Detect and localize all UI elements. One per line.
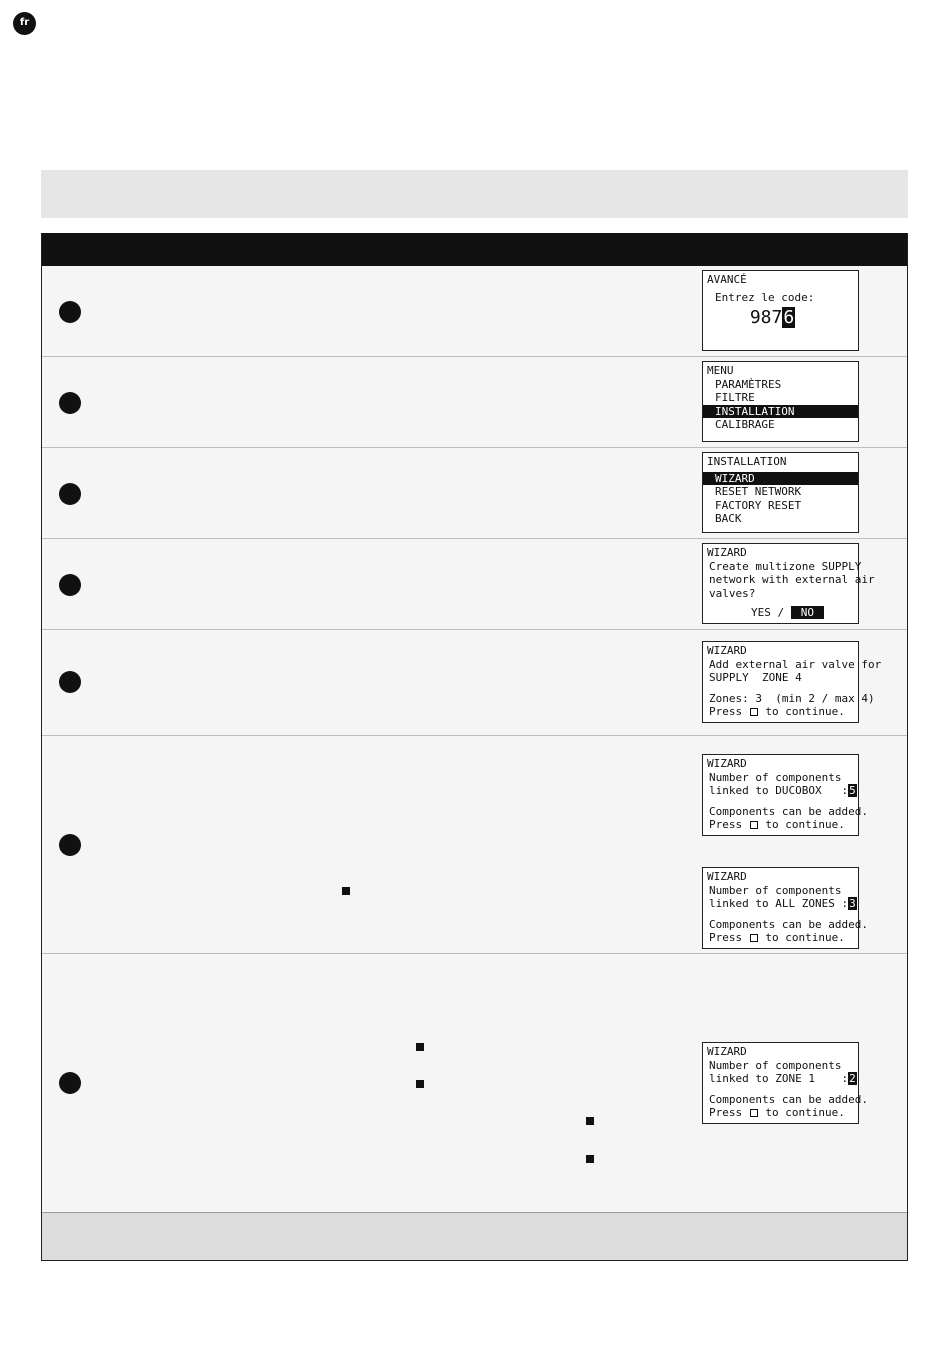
square-button-icon xyxy=(750,708,758,716)
screen-line: linked to ZONE 1 :2 xyxy=(709,1072,856,1086)
screen-line: Create multizone SUPPLY xyxy=(709,559,862,573)
code-display xyxy=(707,307,854,329)
lcd-screen-menu xyxy=(702,361,859,442)
step-bullet xyxy=(59,483,81,505)
screen-line: Components can be added. xyxy=(709,804,868,818)
step-bullet xyxy=(59,1072,81,1094)
screen-line: SUPPLY ZONE 4 xyxy=(709,671,802,685)
lcd-screen-zone-1 xyxy=(702,1042,868,1124)
step-bullet xyxy=(59,834,81,856)
step-bullet xyxy=(59,574,81,596)
lcd-screen-installation xyxy=(702,452,859,533)
lcd-screen-wizard-supply xyxy=(702,543,875,624)
yes-no-choice xyxy=(707,606,854,620)
menu-item: FACTORY RESET xyxy=(715,498,802,512)
table-header xyxy=(42,233,907,266)
square-bullet-icon xyxy=(416,1080,424,1088)
lcd-screen-wizard-valve xyxy=(702,641,882,723)
menu-item: FILTRE xyxy=(715,391,755,405)
section-header-band xyxy=(41,170,908,218)
step-bullet xyxy=(59,671,81,693)
press-text: Press xyxy=(709,1106,743,1120)
menu-item: BACK xyxy=(715,512,742,526)
square-bullet-icon xyxy=(342,887,350,895)
menu-item: PARAMÈTRES xyxy=(715,377,782,391)
screen-title: INSTALLATION xyxy=(707,455,787,468)
press-line xyxy=(707,1106,854,1120)
continue-text: to continue. xyxy=(765,931,845,945)
screen-line: linked to DUCOBOX :5 xyxy=(709,784,856,798)
screen-title: WIZARD xyxy=(707,1045,747,1058)
press-text: Press xyxy=(709,931,743,945)
square-button-icon xyxy=(750,821,758,829)
step-row-2 xyxy=(42,356,907,447)
square-bullet-icon xyxy=(586,1155,594,1163)
screen-title: WIZARD xyxy=(707,644,747,657)
screen-line-text: linked to ZONE 1 xyxy=(709,1072,815,1086)
press-line xyxy=(707,818,854,832)
component-count: 2 xyxy=(849,1072,856,1086)
screen-line: Number of components xyxy=(709,770,842,784)
step-row-1 xyxy=(42,266,907,356)
component-count: 5 xyxy=(849,784,856,798)
screen-line: Add external air valve for xyxy=(709,657,882,671)
menu-item: CALIBRAGE xyxy=(715,418,775,432)
continue-text: to continue. xyxy=(765,1106,845,1120)
continue-text: to continue. xyxy=(765,818,845,832)
screen-title: WIZARD xyxy=(707,757,747,770)
press-text: Press xyxy=(709,705,743,719)
code-digits: 987 xyxy=(749,307,783,329)
lcd-screen-all-zones xyxy=(702,867,868,949)
screen-line: Number of components xyxy=(709,883,842,897)
screen-title: MENU xyxy=(707,364,734,377)
press-text: Press xyxy=(709,818,743,832)
step-row-3 xyxy=(42,447,907,538)
step-row-7 xyxy=(42,953,907,1212)
screen-line: valves? xyxy=(709,586,756,600)
square-button-icon xyxy=(750,934,758,942)
square-bullet-icon xyxy=(586,1117,594,1125)
continue-text: to continue. xyxy=(765,705,845,719)
code-cursor-digit: 6 xyxy=(783,307,795,329)
step-row-6 xyxy=(42,735,907,953)
table-footer xyxy=(42,1212,907,1260)
screen-line: linked to ALL ZONES :3 xyxy=(709,897,856,911)
menu-item-selected: WIZARD xyxy=(703,472,858,486)
lcd-screen-code xyxy=(702,270,859,351)
press-line xyxy=(707,705,854,719)
step-row-4 xyxy=(42,538,907,629)
screen-line-text: linked to DUCOBOX xyxy=(709,784,822,798)
lcd-screen-ducobox xyxy=(702,754,868,836)
square-button-icon xyxy=(750,1109,758,1117)
square-bullet-icon xyxy=(416,1043,424,1051)
screen-title: WIZARD xyxy=(707,546,747,559)
press-line xyxy=(707,931,854,945)
screen-line: Components can be added. xyxy=(709,917,868,931)
screen-line: Number of components xyxy=(709,1058,842,1072)
screen-title: WIZARD xyxy=(707,870,747,883)
language-badge: fr xyxy=(13,12,36,35)
step-bullet xyxy=(59,392,81,414)
menu-item-selected: INSTALLATION xyxy=(703,405,858,419)
step-row-5 xyxy=(42,629,907,735)
screen-title: AVANCÉ xyxy=(707,273,747,286)
yes-option: YES / xyxy=(751,606,785,620)
screen-line: network with external air xyxy=(709,573,875,587)
steps-table xyxy=(41,233,908,1261)
menu-item: RESET NETWORK xyxy=(715,485,802,499)
step-bullet xyxy=(59,301,81,323)
screen-line-text: linked to ALL ZONES xyxy=(709,897,835,911)
screen-prompt: Entrez le code: xyxy=(715,290,815,304)
screen-line: Components can be added. xyxy=(709,1092,868,1106)
component-count: 3 xyxy=(849,897,856,911)
no-option-selected: NO xyxy=(791,606,824,619)
screen-line: Zones: 3 (min 2 / max 4) xyxy=(709,691,875,705)
